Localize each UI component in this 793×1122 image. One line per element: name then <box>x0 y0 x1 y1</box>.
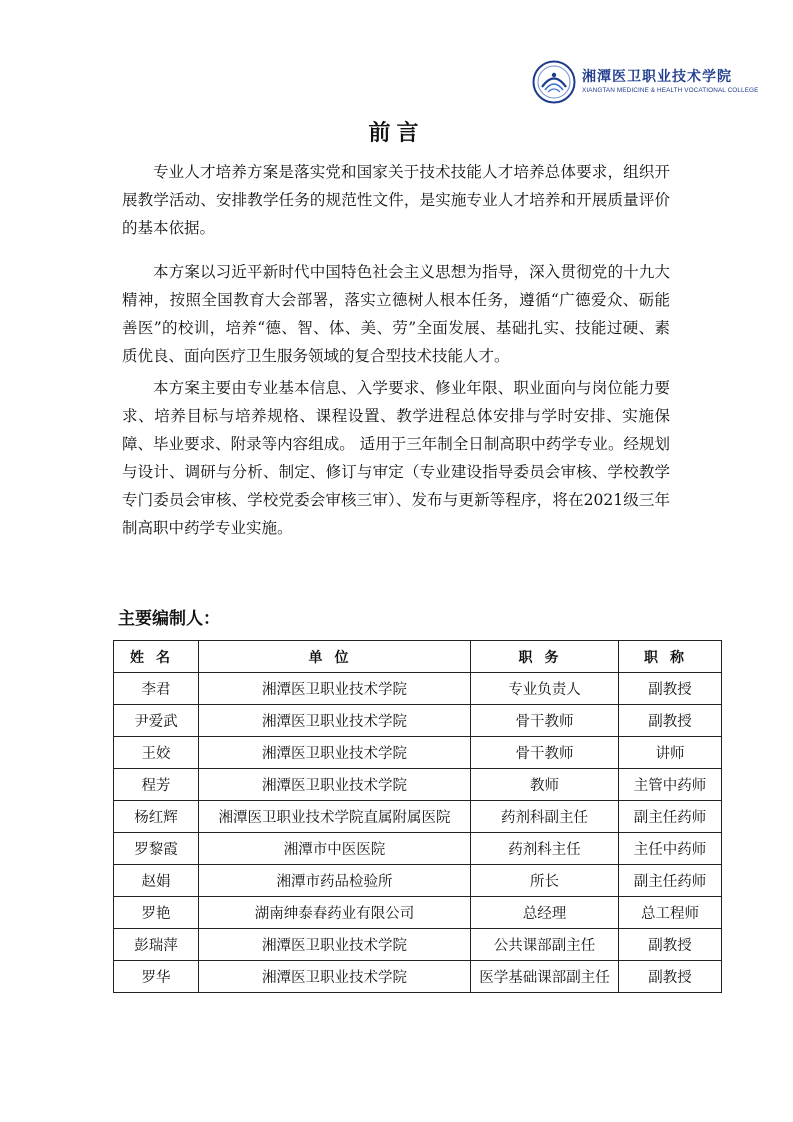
author-title: 副教授 <box>619 673 722 705</box>
author-title: 副教授 <box>619 705 722 737</box>
author-name: 罗艳 <box>114 897 199 929</box>
author-position: 教师 <box>471 769 619 801</box>
author-title: 主任中药师 <box>619 833 722 865</box>
paragraph-purpose: 专业人才培养方案是落实党和国家关于技术技能人才培养总体要求，组织开展教学活动、安排教学任务的规范性文件，是实施专业人才培养和开展质量评价的基本依据。 <box>122 163 670 237</box>
author-title: 副主任药师 <box>619 865 722 897</box>
author-title: 副主任药师 <box>619 801 722 833</box>
author-title: 主管中药师 <box>619 769 722 801</box>
author-position: 公共课部副主任 <box>471 929 619 961</box>
college-emblem-icon <box>532 60 576 104</box>
author-unit: 湘潭医卫职业技术学院 <box>199 705 471 737</box>
college-logo <box>532 60 759 104</box>
table-row <box>114 833 722 865</box>
authors-table <box>113 640 722 993</box>
author-name: 杨红辉 <box>114 801 199 833</box>
author-name: 程芳 <box>114 769 199 801</box>
college-name-cn: 湘潭医卫职业技术学院 <box>582 69 732 85</box>
column-header-unit: 单位 <box>199 641 471 673</box>
author-position: 所长 <box>471 865 619 897</box>
column-header-title: 职称 <box>619 641 722 673</box>
author-unit: 湘潭医卫职业技术学院 <box>199 929 471 961</box>
author-unit: 湘潭医卫职业技术学院 <box>199 961 471 993</box>
table-row <box>114 961 722 993</box>
author-unit: 湘潭医卫职业技术学院 <box>199 769 471 801</box>
author-title: 总工程师 <box>619 897 722 929</box>
author-title: 副教授 <box>619 961 722 993</box>
author-unit: 湘潭医卫职业技术学院直属附属医院 <box>199 801 471 833</box>
author-position: 专业负责人 <box>471 673 619 705</box>
author-position: 医学基础课部副主任 <box>471 961 619 993</box>
paragraph-contents: 本方案主要由专业基本信息、入学要求、修业年限、职业面向与岗位能力要求、培养目标与培养规格、课程设置、教学进程总体安排与学时安排、实施保障、毕业要求、附录等内容组成。 适用于三年制全日制高职中药学专业。经规划与设计、调研与分析、制定、修订与审定（专业建设指导委员会审核、学校教学专门委员会审核、学校党委会审核三审）、发布与更新等程序，将在2021级三年制高职中药学专业实施。 <box>122 379 670 537</box>
author-name: 彭瑞萍 <box>114 929 199 961</box>
author-name: 赵娟 <box>114 865 199 897</box>
author-unit: 湘潭医卫职业技术学院 <box>199 737 471 769</box>
table-row <box>114 865 722 897</box>
author-position: 总经理 <box>471 897 619 929</box>
table-header-row <box>114 641 722 673</box>
college-name-en: XIANGTAN MEDICINE & HEALTH VOCATIONAL COLLEGE <box>582 87 759 94</box>
paragraph-guidance: 本方案以习近平新时代中国特色社会主义思想为指导，深入贯彻党的十九大精神，按照全国教育大会部署，落实立德树人根本任务，遵循“广德爱众、砺能善医”的校训，培养“德、智、体、美、劳”全面发展、基础扎实、技能过硬、素质优良、面向医疗卫生服务领域的复合型技术技能人才。 <box>122 263 670 365</box>
author-position: 药剂科副主任 <box>471 801 619 833</box>
author-name: 王姣 <box>114 737 199 769</box>
author-unit: 湖南绅泰春药业有限公司 <box>199 897 471 929</box>
author-unit: 湘潭医卫职业技术学院 <box>199 673 471 705</box>
table-row <box>114 801 722 833</box>
table-row <box>114 705 722 737</box>
author-position: 骨干教师 <box>471 705 619 737</box>
author-position: 骨干教师 <box>471 737 619 769</box>
table-row <box>114 769 722 801</box>
author-unit: 湘潭市中医医院 <box>199 833 471 865</box>
author-unit: 湘潭市药品检验所 <box>199 865 471 897</box>
table-row <box>114 673 722 705</box>
column-header-name: 姓名 <box>114 641 199 673</box>
author-position: 药剂科主任 <box>471 833 619 865</box>
author-title: 讲师 <box>619 737 722 769</box>
author-name: 罗华 <box>114 961 199 993</box>
author-name: 尹爱武 <box>114 705 199 737</box>
author-name: 罗黎霞 <box>114 833 199 865</box>
table-row <box>114 897 722 929</box>
table-row <box>114 929 722 961</box>
table-row <box>114 737 722 769</box>
column-header-position: 职务 <box>471 641 619 673</box>
page-title: 前言 <box>368 120 425 146</box>
author-name: 李君 <box>114 673 199 705</box>
author-title: 副教授 <box>619 929 722 961</box>
authors-heading: 主要编制人： <box>118 609 220 629</box>
